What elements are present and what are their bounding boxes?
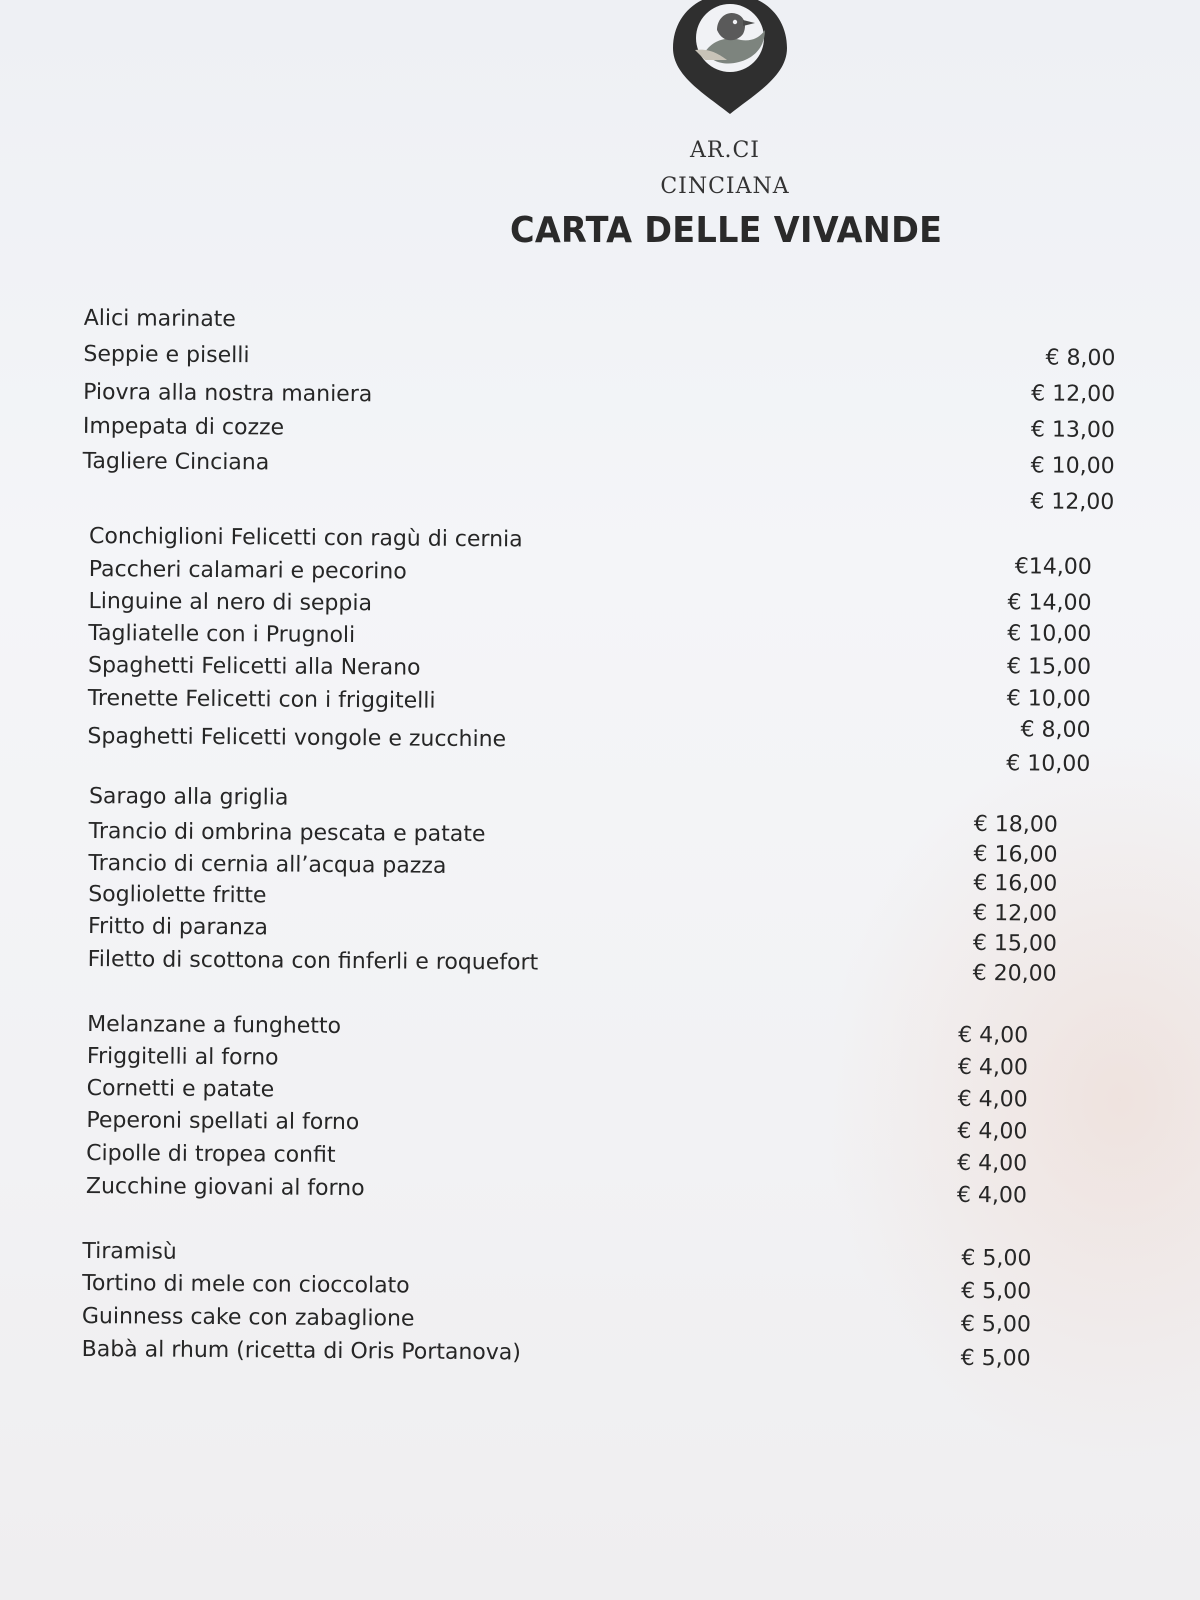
menu-item-price: € 16,00 — [973, 841, 1058, 868]
menu-item-price: € 5,00 — [960, 1345, 1031, 1372]
menu-item-price: € 15,00 — [1006, 654, 1092, 680]
menu-item-name: Seppie e piselli — [83, 341, 250, 369]
menu-item-price: € 4,00 — [957, 1054, 1029, 1081]
brand-name-line2: CINCIANA — [660, 174, 790, 199]
menu-item-name: Cornetti e patate — [86, 1075, 275, 1103]
menu-item-name: Piovra alla nostra maniera — [83, 379, 373, 408]
menu-item-name: Guinness cake con zabaglione — [81, 1303, 415, 1332]
menu-item-name: Paccheri calamari e pecorino — [88, 556, 407, 585]
menu-item-price: € 5,00 — [961, 1278, 1032, 1305]
menu-item-price: € 4,00 — [957, 1150, 1028, 1177]
page-title: CARTA DELLE VIVANDE — [510, 210, 943, 251]
menu-item-name: Impepata di cozze — [82, 413, 285, 441]
menu-item-price: € 10,00 — [1030, 453, 1115, 480]
menu-item-name: Spaghetti Felicetti alla Nerano — [87, 652, 421, 681]
menu-item-name: Friggitelli al forno — [86, 1043, 279, 1071]
menu-item-price: € 20,00 — [972, 960, 1057, 987]
menu-item-price: € 10,00 — [1007, 621, 1092, 647]
menu-item-price: € 14,00 — [1007, 590, 1092, 616]
menu-item-name: Conchiglioni Felicetti con ragù di cernia — [88, 523, 523, 553]
menu-item-price: € 4,00 — [958, 1022, 1029, 1049]
menu-item-price: € 4,00 — [957, 1118, 1028, 1145]
menu-item-name: Peperoni spellati al forno — [86, 1107, 360, 1136]
menu-item-name: Trancio di cernia all’acqua pazza — [88, 850, 447, 879]
menu-item-name: Babà al rhum (ricetta di Oris Portanova) — [81, 1336, 522, 1366]
menu-item-name: Tortino di mele con cioccolato — [82, 1270, 410, 1299]
menu-item-price: € 10,00 — [1006, 686, 1091, 712]
menu-item-name: Filetto di scottona con finferli e roquefort — [87, 946, 539, 976]
brand-name-line1: AR.CI — [690, 138, 760, 163]
menu-item-price: € 10,00 — [1006, 751, 1091, 777]
menu-item-price: € 12,00 — [1030, 489, 1115, 516]
menu-item-name: Tiramisù — [82, 1238, 177, 1265]
menu-item-price: € 13,00 — [1030, 417, 1116, 444]
menu-item-price: €14,00 — [1014, 554, 1092, 580]
menu-item-price: € 15,00 — [972, 930, 1057, 957]
menu-item-name: Sogliolette fritte — [88, 881, 267, 909]
menu-item-name: Linguine al nero di seppia — [88, 588, 373, 617]
menu-item-name: Tagliere Cinciana — [82, 448, 270, 476]
menu-item-name: Tagliatelle con i Prugnoli — [88, 620, 356, 649]
menu-item-price: € 12,00 — [973, 900, 1058, 927]
menu-item-name: Spaghetti Felicetti vongole e zucchine — [87, 723, 507, 753]
menu-item-price: € 4,00 — [957, 1086, 1028, 1113]
menu-item-name: Fritto di paranza — [87, 913, 269, 941]
menu-item-name: Melanzane a funghetto — [87, 1011, 342, 1039]
menu-item-name: Sarago alla griglia — [88, 783, 289, 811]
menu-item-price: € 4,00 — [956, 1182, 1028, 1209]
menu-item-name: Alici marinate — [83, 305, 237, 333]
menu-item-price: € 8,00 — [1045, 345, 1116, 372]
menu-item-name: Trancio di ombrina pescata e patate — [88, 818, 486, 848]
menu-item-price: € 16,00 — [973, 870, 1058, 897]
menu-item-price: € 18,00 — [973, 811, 1058, 838]
menu-item-name: Trenette Felicetti con i friggitelli — [87, 685, 436, 714]
menu-item-price: € 5,00 — [960, 1311, 1031, 1338]
menu-item-price: € 8,00 — [1020, 717, 1091, 743]
menu-item-name: Zucchine giovani al forno — [85, 1173, 365, 1202]
menu-item-price: € 5,00 — [961, 1245, 1032, 1272]
menu-item-price: € 12,00 — [1031, 381, 1116, 408]
menu-item-name: Cipolle di tropea confit — [86, 1140, 336, 1168]
